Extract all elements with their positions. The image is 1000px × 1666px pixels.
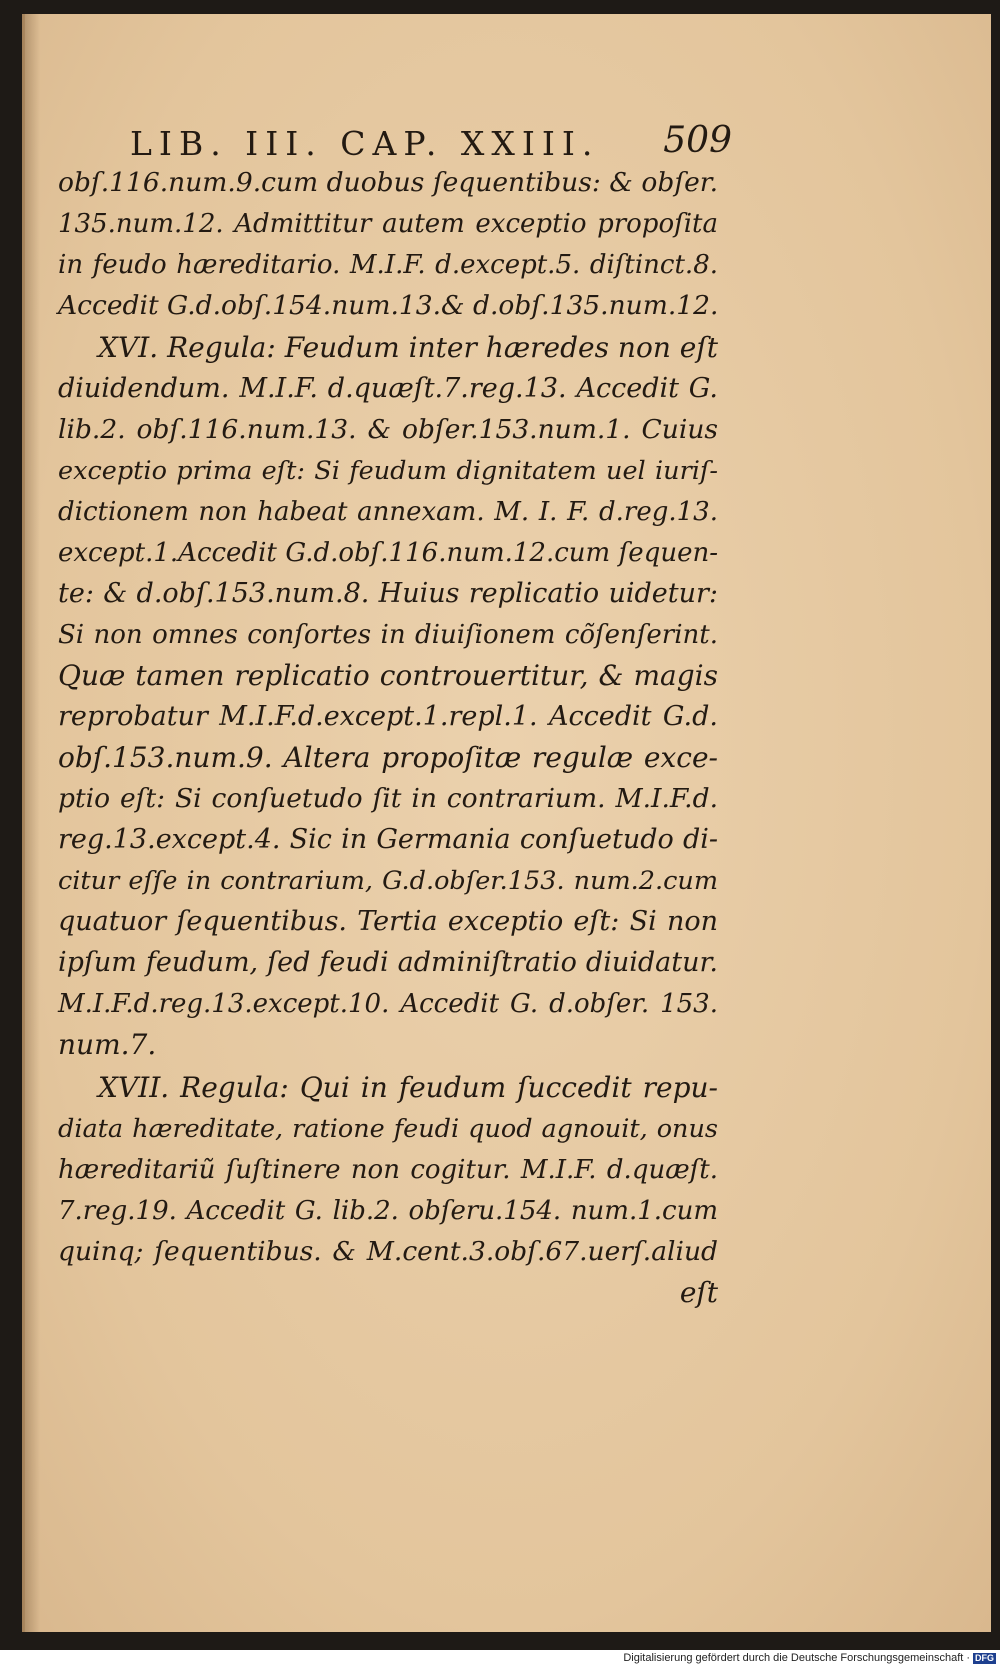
running-head	[130, 120, 730, 164]
text-line: in feudo hæreditario. M.I.F. d.except.5. diſtinct.8.	[58, 250, 718, 280]
text-line: reg.13.except.4. Sic in Germania conſuetudo di-	[58, 824, 718, 855]
page-number: 509	[663, 120, 732, 161]
dfg-logo: DFG	[975, 1652, 994, 1663]
text-line: dictionem non habeat annexam. M. I. F. d.reg.13.	[58, 497, 718, 527]
spine-shadow	[22, 14, 40, 1632]
credit-separator: ·	[966, 1652, 970, 1664]
chapter-caption: LIB. III. CAP. XXIII.	[130, 124, 600, 163]
credit-text: Digitalisierung gefördert durch die Deutsche Forschungsgemeinschaft	[623, 1652, 964, 1664]
rule-xvii-heading-line: XVII. Regula: Qui in feudum ſuccedit repu-	[98, 1071, 718, 1104]
text-line: diata hæreditate, ratione feudi quod agnouit, onus	[58, 1114, 718, 1144]
text-line: Quæ tamen replicatio controuertitur, & magis	[58, 659, 718, 692]
text-line: ptio eſt: Si conſuetudo ſit in contrarium. M.I.F.d.	[58, 783, 718, 814]
text-line: except.1.Accedit G.d.obſ.116.num.12.cum ſequen-	[58, 538, 718, 568]
text-line: te: & d.obſ.153.num.8. Huius replicatio uidetur:	[58, 578, 718, 609]
text-line: reprobatur M.I.F.d.except.1.repl.1. Accedit G.d.	[58, 701, 718, 732]
text-line: quinq; ſequentibus. & M.cent.3.obſ.67.uerſ.aliud	[58, 1236, 718, 1267]
text-line: M.I.F.d.reg.13.except.10. Accedit G. d.obſer. 153.	[58, 989, 718, 1019]
text-line: citur eſſe in contrarium, G.d.obſer.153. num.2.cum	[58, 866, 718, 896]
text-line: 7.reg.19. Accedit G. lib.2. obſeru.154. num.1.cum	[58, 1196, 718, 1226]
text-line: 135.num.12. Admittitur autem exceptio propoſita	[58, 209, 718, 239]
digitization-credit	[623, 1651, 996, 1665]
text-line: exceptio prima eſt: Si feudum dignitatem uel iuriſ-	[58, 456, 718, 486]
rule-xvi-heading-line: XVI. Regula: Feudum inter hæredes non eſt	[98, 331, 718, 364]
catchword: eſt	[679, 1276, 718, 1309]
text-line: obſ.153.num.9. Altera propoſitæ regulæ exce-	[58, 741, 718, 774]
text-line: num.7.	[58, 1028, 157, 1061]
text-line: obſ.116.num.9.cum duobus ſequentibus: & obſer.	[58, 167, 718, 198]
text-line: lib.2. obſ.116.num.13. & obſer.153.num.1. Cuius	[58, 414, 718, 445]
text-line: Accedit G.d.obſ.154.num.13.& d.obſ.135.num.12.	[58, 290, 719, 321]
text-line: ipſum feudum, ſed feudi adminiſtratio diuidatur.	[58, 947, 718, 978]
text-line: hæreditariũ ſuſtinere non cogitur. M.I.F. d.quæſt.	[58, 1155, 718, 1185]
text-line: Si non omnes conſortes in diuiſionem cõſenſerint.	[58, 620, 718, 650]
text-line: quatuor ſequentibus. Tertia exceptio eſt: Si non	[58, 906, 718, 937]
text-line: diuidendum. M.I.F. d.quæſt.7.reg.13. Accedit G.	[58, 373, 718, 404]
